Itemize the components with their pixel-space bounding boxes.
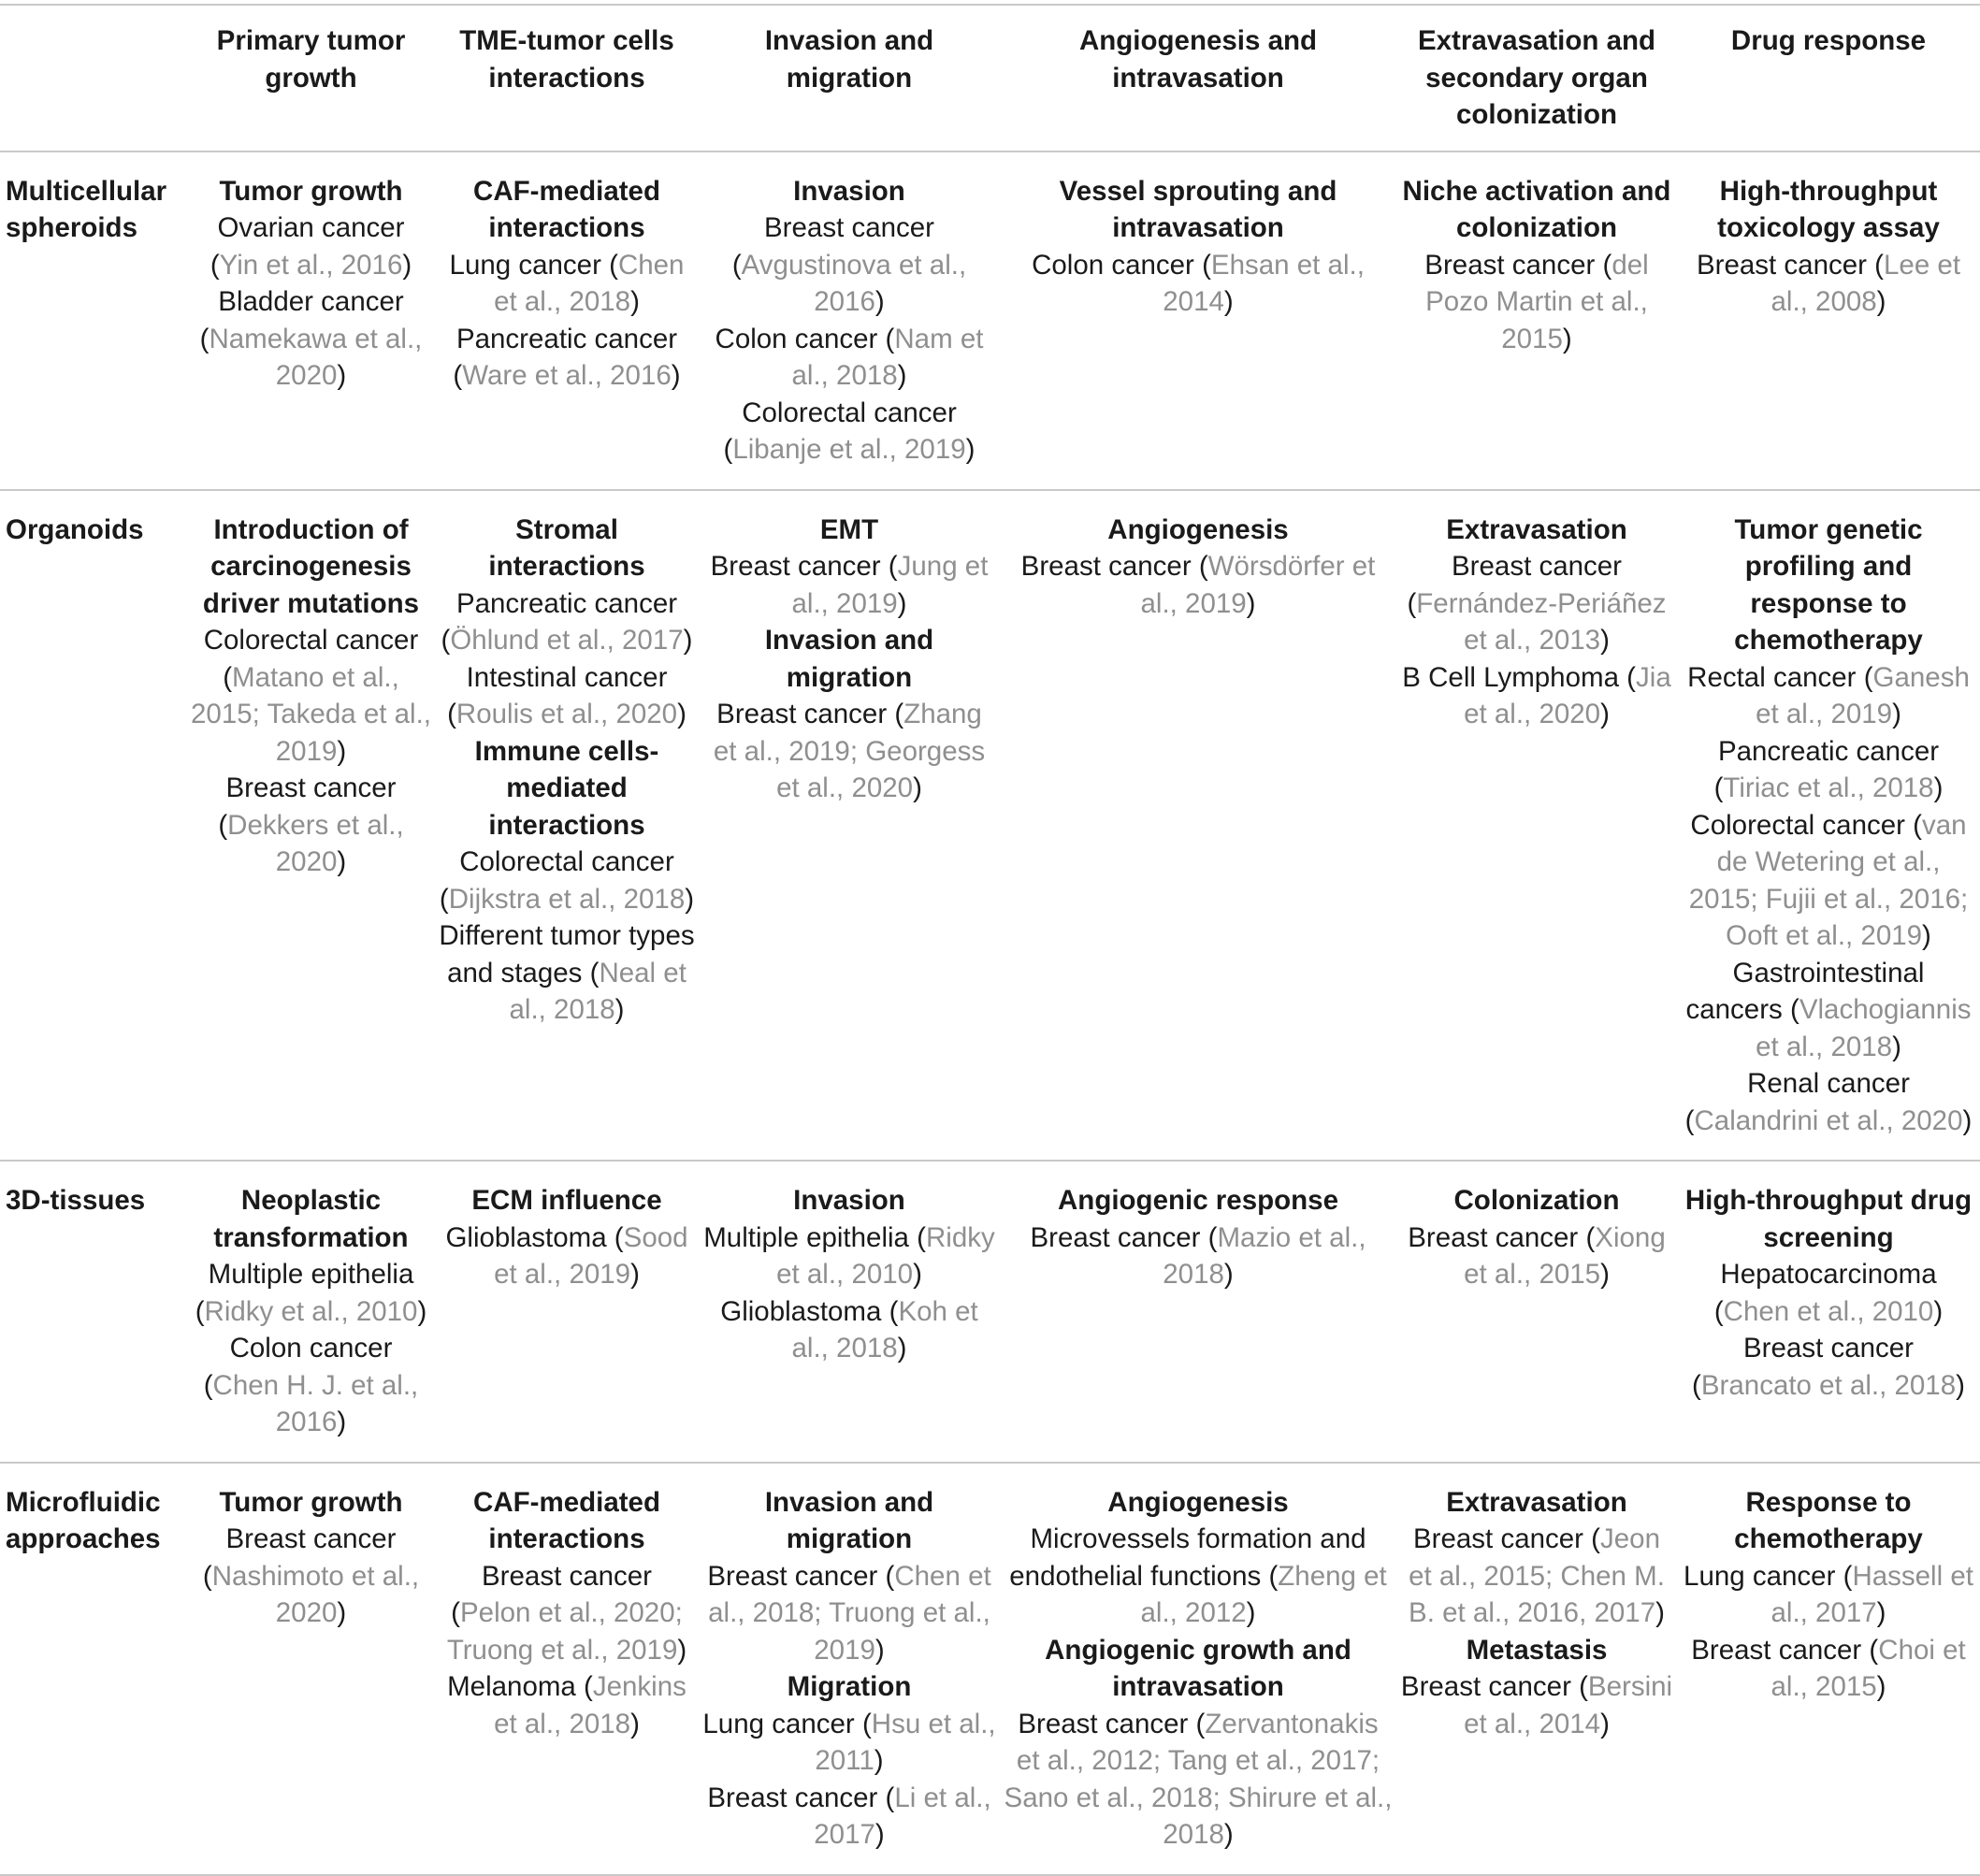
cancer-entry: Breast cancer (Brancato et al., 2018) (1692, 1333, 1965, 1401)
section-title: Tumor growth (219, 175, 403, 207)
citation-link[interactable]: Nam et al., 2018 (791, 323, 984, 391)
cancer-type: Breast cancer (1018, 1708, 1189, 1739)
cancer-entry: Pancreatic cancer (Tiriac et al., 2018) (1713, 735, 1944, 803)
section-title: High-throughput drug screening (1684, 1185, 1973, 1253)
cancer-entry: Different tumor types and stages (Neal et al., 2018) (439, 920, 695, 1025)
citation-link[interactable]: Pelon et al., 2020; Truong et al., 2019 (446, 1597, 683, 1666)
cancer-entry: Breast cancer (Bersini et al., 2014) (1400, 1671, 1673, 1739)
cancer-type: Colorectal cancer (459, 846, 674, 877)
cancer-type: Breast cancer (1030, 1221, 1201, 1253)
cell-content (699, 512, 1000, 807)
table-cell (1000, 1161, 1396, 1463)
table-cell (435, 152, 699, 490)
cancer-type: B Cell Lymphoma (1402, 661, 1619, 693)
cancer-entry: Breast cancer (Avgustinova et al., 2016) (731, 212, 967, 317)
cancer-type: Breast cancer (716, 699, 888, 729)
cancer-entry: Breast cancer (Nashimoto et al., 2020) (202, 1523, 420, 1628)
citation-link[interactable]: Zervantonakis et al., 2012; Tang et al., 2017; Sano et al., 2018; Shirure et al., 2018 (1004, 1708, 1393, 1850)
citation-link[interactable]: Chen H. J. et al., 2016 (212, 1369, 419, 1437)
cancer-type: Glioblastoma (720, 1295, 882, 1327)
cancer-type: Microvessels formation and endothelial functions (1009, 1523, 1366, 1592)
table-cell (187, 152, 435, 490)
citation-link[interactable]: Wörsdörfer et al., 2019 (1140, 551, 1376, 619)
table-cell (435, 1161, 699, 1463)
citation-link[interactable]: Li et al., 2017 (814, 1782, 991, 1850)
cancer-entry: Colon cancer (Nam et al., 2018) (715, 323, 984, 391)
header-row (0, 5, 1980, 152)
citation-link[interactable]: Hsu et al., 2011 (815, 1708, 996, 1776)
cancer-entry: Breast cancer (Jeon et al., 2015; Chen M. B. et al., 2016, 2017) (1409, 1523, 1665, 1628)
cancer-type: Colon cancer (229, 1333, 393, 1364)
section-title: Angiogenesis (1107, 1486, 1289, 1518)
table-cell (1000, 1463, 1396, 1875)
table-cell (1677, 1463, 1980, 1875)
cancer-type: Breast cancer (707, 1782, 878, 1813)
header-tme-interactions: TME-tumor cells interactions (435, 5, 699, 152)
cancer-entry: Colorectal cancer (Matano et al., 2015; Takeda et al., 2019) (191, 625, 431, 767)
cancer-type: Breast cancer (225, 1523, 397, 1554)
section-title: Invasion and migration (764, 1486, 934, 1554)
cancer-entry: Lung cancer (Chen et al., 2018) (449, 249, 685, 317)
citation-link[interactable]: Namekawa et al., 2020 (209, 323, 423, 391)
citation-link[interactable]: Neal et al., 2018 (509, 957, 686, 1025)
citation-link[interactable]: Matano et al., 2015; Takeda et al., 2019 (191, 661, 431, 767)
cell-content (1396, 173, 1677, 358)
table-cell (187, 1463, 435, 1875)
section-title: Vessel sprouting and intravasation (1059, 175, 1337, 243)
citation-link[interactable]: Jenkins et al., 2018 (494, 1671, 686, 1739)
cell-content (699, 173, 1000, 469)
section-title: Tumor growth (219, 1486, 403, 1518)
citation-link[interactable]: Ware et al., 2016 (462, 360, 672, 391)
section-title: High-throughput toxicology assay (1717, 175, 1940, 243)
citation-link[interactable]: Brancato et al., 2018 (1700, 1369, 1957, 1401)
row-label: Multicellular spheroids (0, 152, 187, 490)
cancer-type: Glioblastoma (445, 1221, 607, 1253)
cancer-entry: Breast cancer (Xiong et al., 2015) (1408, 1221, 1666, 1290)
cancer-entry: Breast cancer (Dekkers et al., 2020) (218, 772, 404, 877)
table-cell (1396, 490, 1677, 1162)
cell-content (1396, 1484, 1677, 1743)
section-title: Extravasation (1446, 1486, 1627, 1518)
cancer-type: Pancreatic cancer (455, 323, 678, 354)
citation-link[interactable]: Choi et al., 2015 (1770, 1634, 1966, 1702)
table-header (0, 5, 1980, 152)
table-cell (699, 490, 1000, 1162)
cancer-type: Lung cancer (702, 1708, 855, 1739)
section-title: Migration (787, 1671, 912, 1702)
citation-link[interactable]: Hassell et al., 2017 (1770, 1560, 1973, 1628)
citation-link[interactable]: Jung et al., 2019 (791, 551, 989, 619)
cancer-type: Breast cancer (1696, 249, 1867, 281)
section-title: Invasion (793, 175, 905, 207)
cell-content (1677, 173, 1980, 321)
cell-content (1000, 1182, 1396, 1293)
citation-link[interactable]: Ganesh et al., 2019 (1756, 661, 1970, 729)
cell-content (187, 1182, 435, 1441)
cancer-type: Breast cancer (1452, 551, 1622, 582)
cancer-type: Multiple epithelia (703, 1221, 909, 1253)
cancer-entry: Colorectal cancer (Dijkstra et al., 2018) (439, 846, 695, 915)
citation-link[interactable]: Mazio et al., 2018 (1163, 1221, 1366, 1290)
header-corner (0, 5, 187, 152)
cancer-type: Pancreatic cancer (1717, 735, 1940, 767)
citation-link[interactable]: del Pozo Martin et al., 2015 (1425, 249, 1649, 354)
table-cell (435, 490, 699, 1162)
cell-content (187, 173, 435, 395)
citation-link[interactable]: Tiriac et al., 2018 (1723, 772, 1934, 803)
cell-content (187, 512, 435, 881)
cancer-entry: Hepatocarcinoma (Chen et al., 2010) (1713, 1259, 1944, 1327)
citation-link[interactable]: Jeon et al., 2015; Chen M. B. et al., 2016, 2017 (1409, 1523, 1665, 1628)
cell-content (435, 512, 699, 1029)
cancer-type: Colon cancer (715, 323, 878, 354)
header-primary-tumor-growth: Primary tumor growth (187, 5, 435, 152)
table-cell (1000, 490, 1396, 1162)
table-cell (1677, 152, 1980, 490)
section-title: EMT (819, 513, 879, 545)
table-cell (1677, 1161, 1980, 1463)
table-cell (435, 1463, 699, 1875)
citation-link[interactable]: Bersini et al., 2014 (1464, 1671, 1673, 1739)
citation-link[interactable]: Ridky et al., 2010 (776, 1221, 995, 1290)
cell-content (1396, 512, 1677, 733)
cancer-type: Lung cancer (449, 249, 601, 281)
cancer-type: Bladder cancer (218, 286, 404, 317)
cancer-type: Melanoma (447, 1671, 576, 1702)
section-title: CAF-mediated interactions (473, 1486, 660, 1554)
cancer-entry: Breast cancer (Li et al., 2017) (707, 1782, 991, 1850)
section-title: Angiogenic response (1058, 1185, 1338, 1216)
cancer-type: Colorectal cancer (203, 625, 419, 656)
cancer-entry: Lung cancer (Hassell et al., 2017) (1684, 1560, 1973, 1628)
table-cell (187, 490, 435, 1162)
tumor-models-table (0, 4, 1980, 1876)
cancer-entry: Lung cancer (Hsu et al., 2011) (702, 1708, 996, 1776)
table-cell (1000, 152, 1396, 490)
row-label: Organoids (0, 490, 187, 1162)
cancer-entry: Multiple epithelia (Ridky et al., 2010) (195, 1259, 427, 1327)
cancer-type: Breast cancer (1743, 1333, 1914, 1364)
cancer-type: Colon cancer (1032, 249, 1194, 281)
section-title: Stromal interactions (488, 513, 645, 582)
citation-link[interactable]: Vlachogiannis et al., 2018 (1756, 994, 1972, 1062)
section-title: Introduction of carcinogenesis driver mutations (202, 513, 420, 619)
citation-link[interactable]: Nashimoto et al., 2020 (211, 1560, 420, 1628)
cancer-entry: Breast cancer (Zervantonakis et al., 2012; Tang et al., 2017; Sano et al., 2018; Shirure et al., 2018) (1004, 1708, 1393, 1850)
cancer-entry: Bladder cancer (Namekawa et al., 2020) (199, 286, 423, 391)
cancer-type: Breast cancer (1400, 1671, 1571, 1702)
table-body (0, 152, 1980, 1875)
cancer-type: Breast cancer (1020, 551, 1192, 582)
cancer-entry: Colon cancer (Ehsan et al., 2014) (1032, 249, 1365, 317)
cancer-type: Ovarian cancer (217, 212, 405, 243)
cell-content (1000, 173, 1396, 321)
cancer-entry: Multiple epithelia (Ridky et al., 2010) (703, 1221, 995, 1290)
citation-link[interactable]: Roulis et al., 2020 (455, 699, 678, 729)
cancer-entry: Colorectal cancer (Libanje et al., 2019) (723, 397, 976, 465)
cell-content (435, 1484, 699, 1743)
cancer-entry: B Cell Lymphoma (Jia et al., 2020) (1402, 661, 1671, 729)
cancer-entry: Rectal cancer (Ganesh et al., 2019) (1687, 661, 1970, 729)
cancer-type: Pancreatic cancer (455, 587, 678, 619)
section-title: ECM influence (471, 1185, 662, 1216)
citation-link[interactable]: Xiong et al., 2015 (1464, 1221, 1666, 1290)
section-title: Metastasis (1466, 1634, 1608, 1666)
section-title: Invasion and migration (764, 625, 934, 693)
cancer-type: Colorectal cancer (1690, 809, 1905, 841)
cancer-type: Breast cancer (710, 551, 881, 582)
citation-link[interactable]: van de Wetering et al., 2015; Fujii et al., 2016; Ooft et al., 2019 (1688, 809, 1969, 951)
citation-link[interactable]: Sood et al., 2019 (494, 1221, 688, 1290)
cancer-type: Colorectal cancer (742, 397, 957, 428)
table-cell (699, 152, 1000, 490)
cancer-entry: Breast cancer (Jung et al., 2019) (710, 551, 989, 619)
citation-link[interactable]: Fernández-Periáñez et al., 2013 (1416, 587, 1667, 656)
citation-link[interactable]: Chen et al., 2010 (1723, 1295, 1934, 1327)
citation-link[interactable]: Yin et al., 2016 (219, 249, 403, 281)
cancer-entry: Breast cancer (Chen et al., 2018; Truong et al., 2019) (707, 1560, 991, 1666)
cancer-entry: Pancreatic cancer (Ware et al., 2016) (453, 323, 681, 391)
cancer-entry: Breast cancer (Fernández-Periáñez et al., 2013) (1407, 551, 1667, 656)
cancer-entry: Breast cancer (Mazio et al., 2018) (1030, 1221, 1366, 1290)
cancer-type: Hepatocarcinoma (1720, 1259, 1937, 1290)
citation-link[interactable]: Lee et al., 2008 (1770, 249, 1961, 317)
cell-content (1677, 512, 1980, 1140)
table-row (0, 490, 1980, 1162)
section-title: Extravasation (1446, 513, 1627, 545)
cell-content (699, 1182, 1000, 1367)
cancer-type: Breast cancer (225, 772, 397, 803)
cancer-type: Intestinal cancer (466, 661, 668, 693)
cancer-type: Breast cancer (1408, 1221, 1579, 1253)
citation-link[interactable]: Zhang et al., 2019; Georgess et al., 2020 (713, 699, 986, 803)
section-title: Colonization (1453, 1185, 1620, 1216)
table-cell (1677, 490, 1980, 1162)
table-cell (187, 1161, 435, 1463)
citation-link[interactable]: Koh et al., 2018 (791, 1295, 978, 1364)
cancer-type: Breast cancer (482, 1560, 652, 1592)
cancer-entry: Colorectal cancer (van de Wetering et al., 2015; Fujii et al., 2016; Ooft et al., 2019) (1688, 809, 1969, 951)
citation-link[interactable]: Avgustinova et al., 2016 (741, 249, 967, 317)
cancer-type: Breast cancer (1424, 249, 1596, 281)
section-title: Angiogenic growth and intravasation (1045, 1634, 1351, 1702)
table-cell (1396, 1161, 1677, 1463)
citation-link[interactable]: Dekkers et al., 2020 (227, 809, 404, 877)
cancer-entry: Breast cancer (Zhang et al., 2019; Georgess et al., 2020) (713, 699, 986, 803)
cell-content (435, 1182, 699, 1293)
section-title: Angiogenesis (1107, 513, 1289, 545)
citation-link[interactable]: Ridky et al., 2010 (204, 1295, 418, 1327)
cell-content (1677, 1484, 1980, 1706)
table-cell (1396, 1463, 1677, 1875)
cancer-type: Breast cancer (1412, 1523, 1583, 1554)
section-title: Niche activation and colonization (1402, 175, 1671, 243)
cancer-entry: Pancreatic cancer (Öhlund et al., 2017) (441, 587, 693, 656)
table-cell (1396, 152, 1677, 490)
citation-link[interactable]: Jia et al., 2020 (1464, 661, 1671, 729)
citation-link[interactable]: Dijkstra et al., 2018 (448, 883, 686, 915)
section-title: CAF-mediated interactions (473, 175, 660, 243)
cancer-entry: Gastrointestinal cancers (Vlachogiannis et al., 2018) (1685, 957, 1972, 1062)
cancer-entry: Ovarian cancer (Yin et al., 2016) (210, 212, 412, 281)
cancer-entry: Glioblastoma (Sood et al., 2019) (445, 1221, 688, 1290)
row-label: Microfluidic approaches (0, 1463, 187, 1875)
cancer-entry: Glioblastoma (Koh et al., 2018) (720, 1295, 978, 1364)
cancer-entry: Colon cancer (Chen H. J. et al., 2016) (203, 1333, 419, 1437)
citation-link[interactable]: Zheng et al., 2012 (1140, 1560, 1387, 1628)
citation-link[interactable]: Ehsan et al., 2014 (1163, 249, 1365, 317)
cancer-type: Breast cancer (707, 1560, 878, 1592)
cancer-entry: Breast cancer (del Pozo Martin et al., 2015) (1424, 249, 1649, 354)
header-invasion-migration: Invasion and migration (699, 5, 1000, 152)
cell-content (1000, 1484, 1396, 1854)
cell-content (699, 1484, 1000, 1854)
cell-content (1000, 512, 1396, 623)
citation-link[interactable]: Calandrini et al., 2020 (1694, 1104, 1963, 1136)
row-label: 3D-tissues (0, 1161, 187, 1463)
section-title: Neoplastic transformation (213, 1185, 409, 1253)
header-angiogenesis: Angiogenesis and intravasation (1000, 5, 1396, 152)
cancer-type: Multiple epithelia (208, 1259, 414, 1290)
cancer-entry: Breast cancer (Lee et al., 2008) (1696, 249, 1961, 317)
header-drug-response: Drug response (1677, 5, 1980, 152)
citation-link[interactable]: Öhlund et al., 2017 (450, 625, 684, 656)
cell-content (1396, 1182, 1677, 1293)
cancer-type: Gastrointestinal cancers (1685, 957, 1925, 1025)
cancer-entry: Breast cancer (Pelon et al., 2020; Truong et al., 2019) (446, 1560, 687, 1666)
cancer-entry: Intestinal cancer (Roulis et al., 2020) (447, 661, 686, 729)
cancer-entry: Breast cancer (Choi et al., 2015) (1691, 1634, 1966, 1702)
cancer-type: Breast cancer (1691, 1634, 1862, 1666)
table-row (0, 1161, 1980, 1463)
cancer-type: Lung cancer (1684, 1560, 1836, 1592)
table-row (0, 152, 1980, 490)
cell-content (435, 173, 699, 395)
cancer-type: Different tumor types and stages (439, 920, 695, 989)
table-row (0, 1463, 1980, 1875)
cell-content (187, 1484, 435, 1632)
header-extravasation: Extravasation and secondary organ colonization (1396, 5, 1677, 152)
citation-link[interactable]: Libanje et al., 2019 (732, 434, 966, 465)
cancer-entry: Microvessels formation and endothelial functions (Zheng et al., 2012) (1009, 1523, 1387, 1628)
cancer-entry: Renal cancer (Calandrini et al., 2020) (1684, 1068, 1973, 1136)
cancer-type: Rectal cancer (1687, 661, 1857, 693)
cancer-entry: Breast cancer (Wörsdörfer et al., 2019) (1020, 551, 1376, 619)
table-cell (699, 1161, 1000, 1463)
section-title: Tumor genetic profiling and response to chemotherapy (1734, 513, 1923, 656)
section-title: Immune cells-mediated interactions (474, 735, 659, 841)
cancer-type: Breast cancer (764, 212, 934, 243)
citation-link[interactable]: Chen et al., 2018; Truong et al., 2019 (708, 1560, 991, 1666)
citation-link[interactable]: Chen et al., 2018 (494, 249, 685, 317)
section-title: Invasion (793, 1185, 905, 1216)
section-title: Response to chemotherapy (1734, 1486, 1923, 1554)
cell-content (1677, 1182, 1980, 1404)
table-cell (699, 1463, 1000, 1875)
cancer-entry: Melanoma (Jenkins et al., 2018) (447, 1671, 686, 1739)
cancer-type: Renal cancer (1747, 1068, 1910, 1099)
